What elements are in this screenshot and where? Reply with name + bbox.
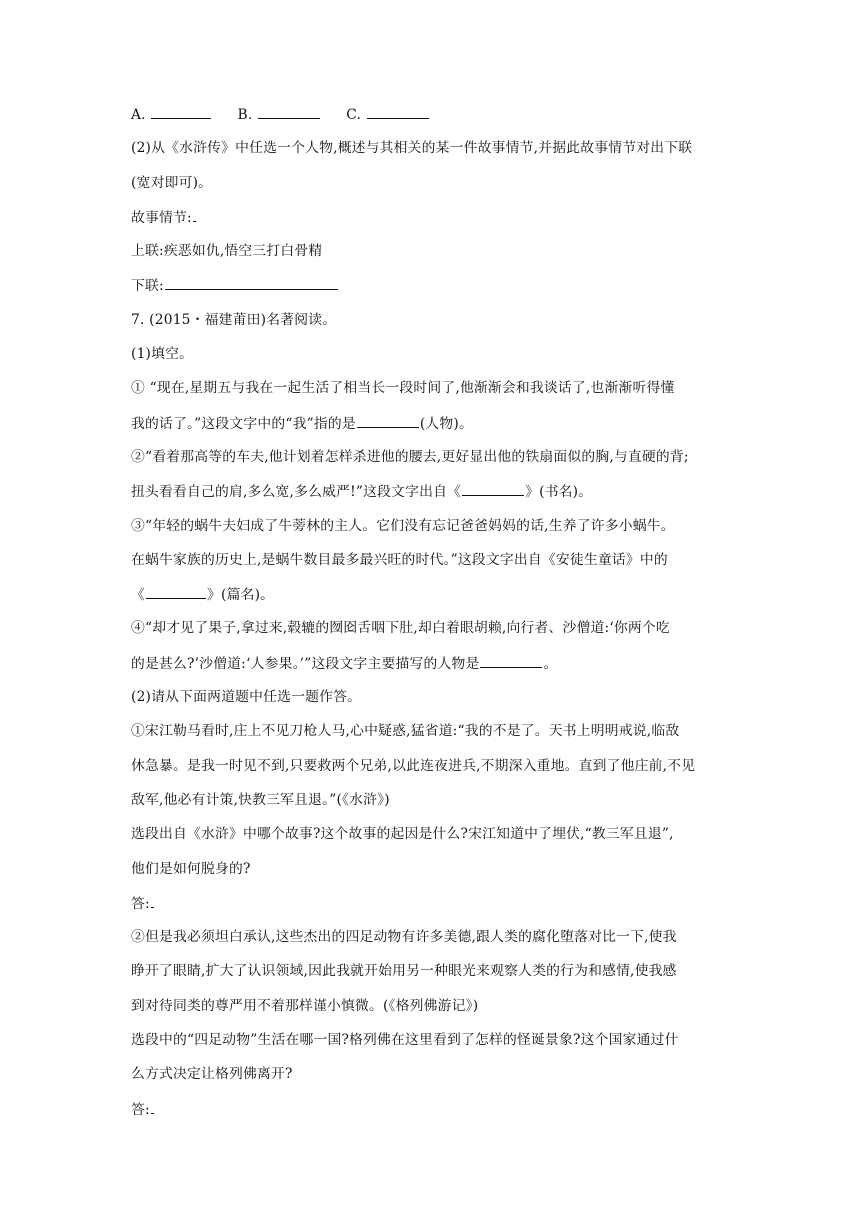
item3-suffix: 》(篇名)。	[207, 587, 275, 604]
option1-answer-line	[131, 894, 731, 928]
option2-line1: ②但是我必须坦白承认,这些杰出的四足动物有许多美德,跟人类的腐化堕落对比一下,使我	[131, 929, 677, 946]
item3-line3	[131, 585, 731, 619]
option1-line1: ①宋江勒马看时,庄上不见刀枪人马,心中疑惑,猛省道:“我的不是了。天书上明明戒说,临敌	[131, 723, 680, 740]
item2-line1: ②“看着那高等的车夫,他计划着怎样杀进他的腰去,更好显出他的铁扇面似的胸,与直硬的背;	[131, 448, 689, 465]
item4-line1: ④“却才见了果子,拿过来,毂辘的囫囵舌咽下肚,却白着眼胡赖,向行者、沙僧道:‘你两个吃	[131, 620, 670, 637]
option2-answer-line	[131, 1100, 731, 1134]
blank-b[interactable]	[258, 105, 320, 119]
choice-a-label: A.	[131, 107, 146, 123]
option1-line3: 敌军,他必有计策,快教三军且退。”(《水浒》)	[131, 791, 390, 808]
upper-couplet: 上联:疾恶如仇,悟空三打白骨精	[131, 243, 323, 260]
part2-title: (2)请从下面两道题中任选一题作答。	[131, 689, 362, 706]
option2-line3: 到对待同类的尊严用不着那样谨小慎微。(《格列佛游记》)	[131, 997, 479, 1014]
item4-suffix: 。	[543, 655, 558, 672]
item3-line2: 在蜗牛家族的历史上,是蜗牛数目最多最兴旺的时代。”这段文字出自《安徒生童话》中的	[131, 551, 668, 568]
item2-suffix: 》(书名)。	[525, 484, 593, 501]
item4-text: 的是甚么?’沙僧道:‘人参果。’”这段文字主要描写的人物是	[131, 655, 480, 672]
choice-c-label: C.	[346, 107, 362, 123]
option1-question-line1: 选段出自《水浒》中哪个故事?这个故事的起因是什么?宋江知道中了埋伏,“教三军且退”,	[131, 826, 674, 843]
lower-couplet-line	[131, 276, 731, 310]
item1-suffix: (人物)。	[419, 415, 473, 432]
item1-text: 我的话了。”这段文字中的“我”指的是	[131, 415, 356, 432]
choice-blanks-line	[131, 105, 731, 139]
q6-part2-line2: (宽对即可)。	[131, 174, 213, 191]
lower-couplet-label: 下联:	[131, 278, 164, 295]
item1-line1: ① “现在,星期五与我在一起生活了相当长一段时间了,他渐渐会和我谈话了,也渐渐听得懂	[131, 380, 675, 397]
item2-blank[interactable]	[462, 482, 524, 496]
plot-answer-blank[interactable]	[193, 208, 196, 222]
option2-answer-blank[interactable]	[151, 1100, 154, 1114]
option1-answer-blank[interactable]	[151, 894, 154, 908]
choice-b-label: B.	[237, 107, 253, 123]
item4-line2	[131, 654, 731, 688]
plot-answer-line	[131, 208, 731, 242]
option1-answer-label: 答:	[131, 895, 150, 912]
lower-couplet-blank[interactable]	[165, 276, 338, 290]
item3-line1: ③“年轻的蜗牛夫妇成了牛蒡林的主人。它们没有忘记爸爸妈妈的话,生养了许多小蜗牛。	[131, 517, 675, 534]
blank-c[interactable]	[367, 105, 429, 119]
item3-open-quote: 《	[131, 587, 145, 604]
item1-line2	[131, 414, 731, 448]
part1-title: (1)填空。	[131, 346, 194, 363]
item2-line2	[131, 482, 731, 516]
option1-question-line2: 他们是如何脱身的?	[131, 860, 251, 877]
option2-answer-label: 答:	[131, 1101, 150, 1118]
item2-text: 扭头看看自己的肩,多么宽,多么威严!”这段文字出自《	[131, 484, 462, 501]
item3-blank[interactable]	[146, 585, 206, 599]
document-page	[131, 105, 731, 1134]
question-7-title: 7. (2015・福建莆田)名著阅读。	[131, 311, 337, 328]
option1-line2: 休急暴。是我一时见不到,只要救两个兄弟,以此连夜进兵,不期深入重地。直到了他庄前,不见	[131, 757, 696, 774]
plot-label: 故事情节:	[131, 209, 192, 226]
q6-part2-line1: (2)从《水浒传》中任选一个人物,概述与其相关的某一件故事情节,并据此故事情节对出下联	[131, 140, 693, 157]
option2-question-line2: 么方式决定让格列佛离开?	[131, 1066, 293, 1083]
blank-a[interactable]	[151, 105, 211, 119]
option2-line2: 睁开了眼睛,扩大了认识领域,因此我就开始用另一种眼光来观察人类的行为和感情,使我感	[131, 963, 677, 980]
item1-blank[interactable]	[357, 414, 419, 428]
option2-question-line1: 选段中的“四足动物”生活在哪一国?格列佛在这里看到了怎样的怪诞景象?这个国家通过什	[131, 1032, 679, 1049]
item4-blank[interactable]	[480, 654, 542, 668]
